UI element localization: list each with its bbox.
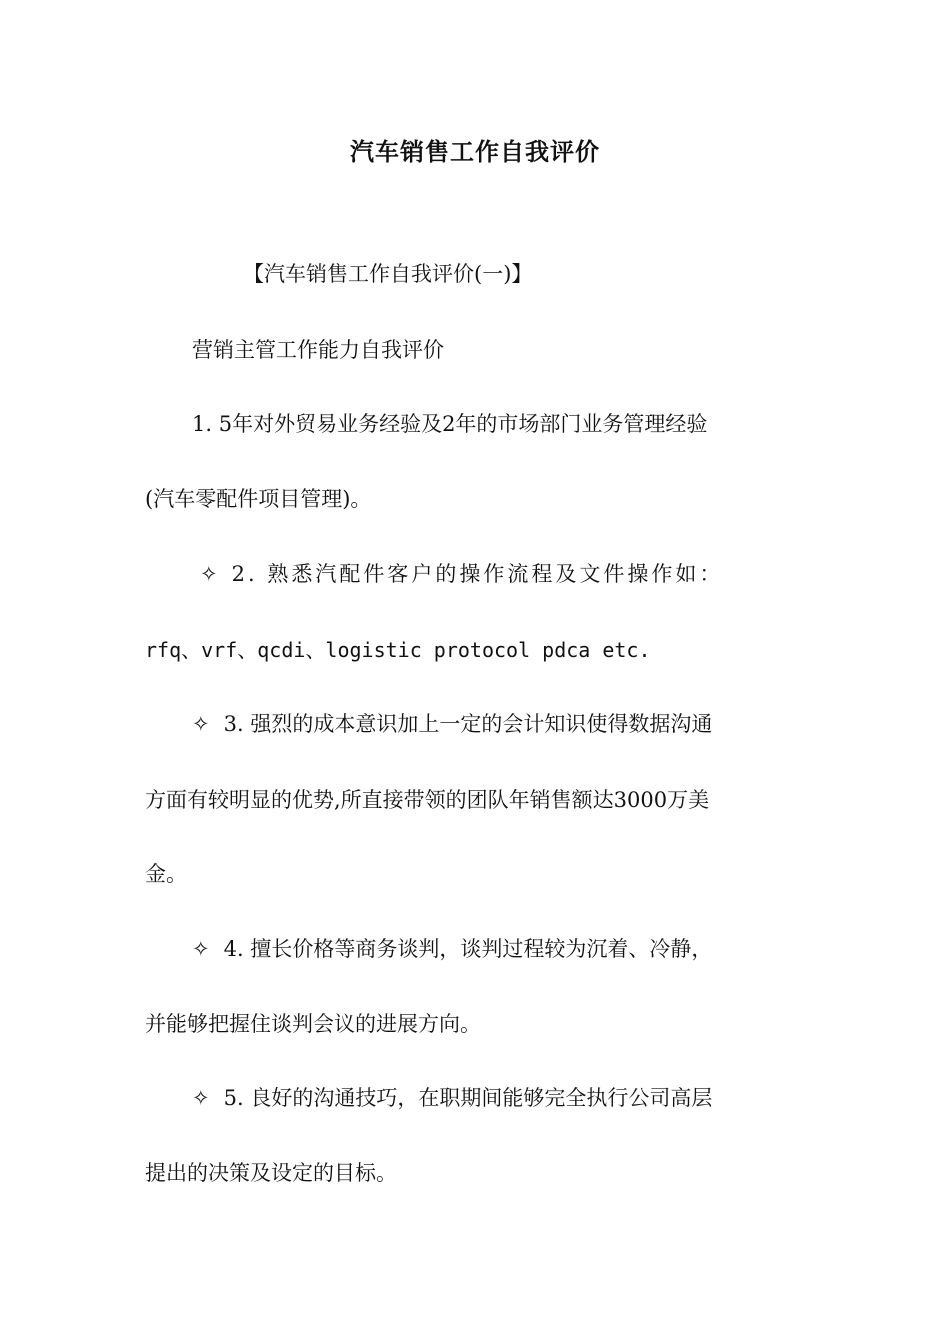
item-2-line-1: 2. 熟悉汽配件客户的操作流程及文件操作如： [231, 562, 724, 586]
item-4-line-2: 并能够把握住谈判会议的进展方向。 [145, 1012, 481, 1036]
section-heading: 【汽车销售工作自我评价(一)】 [243, 262, 533, 286]
item-1-line-1: 1. 5年对外贸易业务经验及2年的市场部门业务管理经验 [192, 412, 708, 436]
item-5-line-1: 5. 良好的沟通技巧，在职期间能够完全执行公司高层 [223, 1086, 713, 1110]
bullet-icon: ✧ [192, 937, 210, 961]
bullet-icon: ✧ [192, 1086, 210, 1110]
item-3-line-1-row [192, 708, 857, 740]
item-3-line-2: 方面有较明显的优势,所直接带领的团队年销售额达3000万美 [145, 788, 710, 812]
subheading: 营销主管工作能力自我评价 [192, 338, 444, 362]
item-5-line-1-row [192, 1082, 857, 1114]
item-4-line-1-row [192, 933, 857, 965]
item-2-line-1-row [200, 558, 800, 590]
item-2-line-2: rfq、vrf、qcdi、logistic protocol pdca etc. [145, 638, 651, 662]
item-3-line-3: 金。 [145, 862, 187, 886]
item-4-line-1: 4. 擅长价格等商务谈判，谈判过程较为沉着、冷静， [223, 937, 713, 961]
bullet-icon: ✧ [192, 712, 210, 736]
document-title: 汽车销售工作自我评价 [350, 137, 600, 166]
item-1-line-2: (汽车零配件项目管理)。 [145, 487, 372, 511]
item-3-line-1: 3. 强烈的成本意识加上一定的会计知识使得数据沟通 [223, 712, 713, 736]
item-5-line-2: 提出的决策及设定的目标。 [145, 1161, 397, 1185]
bullet-icon: ✧ [200, 562, 218, 586]
